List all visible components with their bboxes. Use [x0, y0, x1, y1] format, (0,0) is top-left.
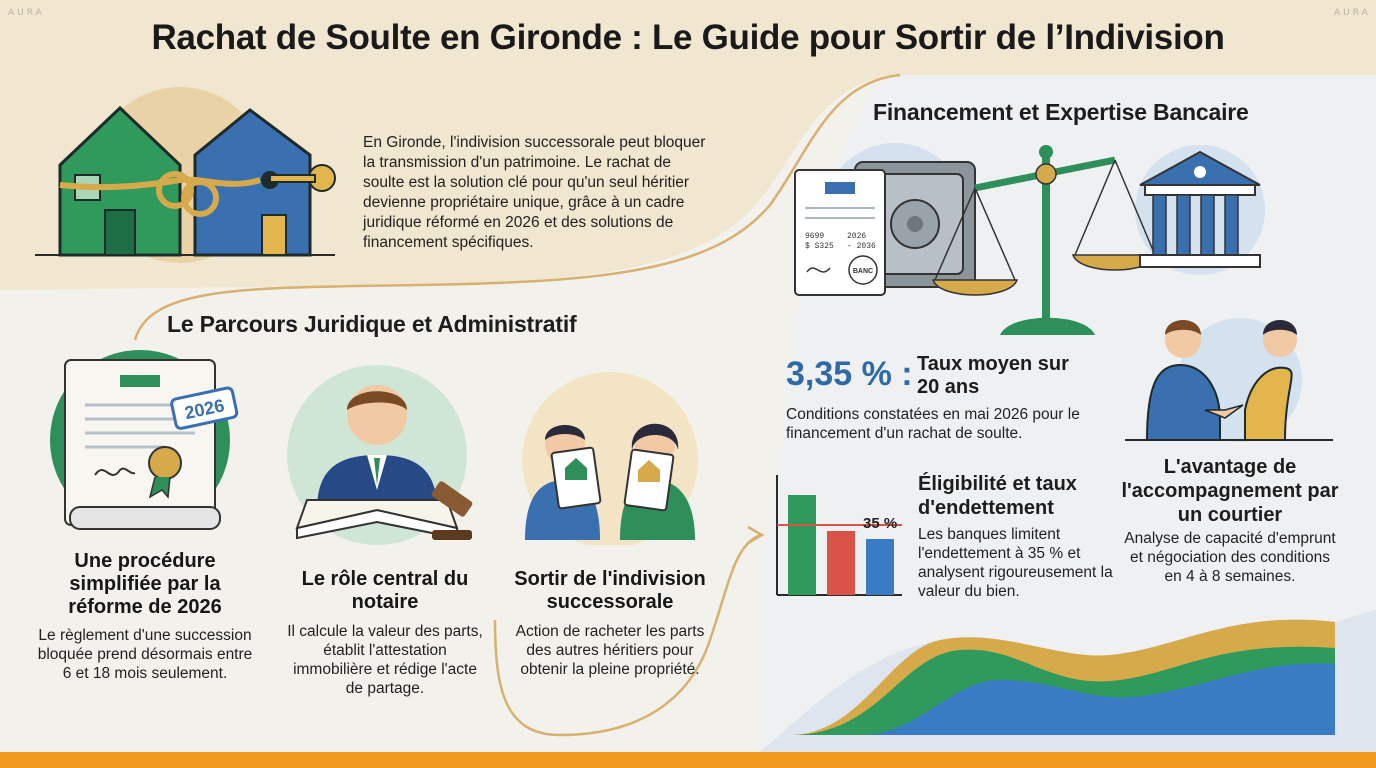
chart-bar-2 [827, 531, 855, 595]
doc-number-4: - 2036 [847, 242, 876, 251]
rate-label: Taux moyen sur 20 ans [917, 353, 1069, 398]
broker-advantage-text: Analyse de capacité d'emprunt et négociation des conditions en 4 à 8 semaines. [1124, 530, 1336, 585]
chart-bar-3 [866, 539, 894, 595]
intro-text: En Gironde, l'indivision successorale peut bloquer la transmission d'un patrimoine. Le rachat de soulte est la solution clé pour qu'un seul héritier devienne propriétaire unique, grâce à un cadre juridique réformé en 2026 et des solutions de financement spécifiques. [363, 134, 706, 251]
handshake-illustration [1125, 310, 1335, 445]
card-indivision-title: Sortir de l'indivision successorale [514, 568, 706, 613]
legal-heading: Le Parcours Juridique et Administratif [167, 311, 577, 337]
houses-key-illustration [30, 80, 360, 265]
eligibility-title: Éligibilité et taux d'endettement [918, 473, 1077, 519]
chart-bar-1 [788, 495, 816, 595]
finance-heading: Financement et Expertise Bancaire [873, 99, 1249, 125]
doc-number-1: 9699 [805, 232, 825, 241]
card-notary-title: Le rôle central du notaire [301, 568, 469, 613]
card-reform-text: Le règlement d'une succession bloquée prend désormais entre 6 et 18 mois seulement. [37, 627, 253, 682]
bank-stamp: BANC [852, 268, 874, 275]
brand-mark-top-left: AURA [8, 8, 45, 18]
debt-ratio-chart [770, 470, 905, 600]
doc-number-2: $ S325 [805, 242, 834, 251]
card-indivision-text: Action de racheter les parts des autres héritiers pour obtenir la pleine propriété. [515, 623, 705, 678]
notary-illustration [282, 360, 492, 555]
card-notary-text: Il calcule la valeur des parts, établit l'attestation immobilière et rédige l'acte de partage. [287, 623, 483, 697]
scroll-year-badge: 2026 [182, 395, 227, 424]
card-reform-title: Une procédure simplifiée par la réforme de 2026 [68, 550, 222, 618]
eligibility-text: Les banques limitent l'endettement à 35 % et analysent rigoureusement la valeur du bien. [918, 526, 1113, 600]
brand-mark-top-right: AURA [1334, 8, 1371, 18]
rate-value: 3,35 % : [786, 355, 913, 393]
doc-number-3: 2026 [847, 232, 867, 241]
broker-advantage-title: L'avantage de l'accompagnement par un courtier [1121, 456, 1339, 526]
scroll-illustration [40, 345, 250, 535]
chart-threshold-label: 35 % [863, 515, 898, 532]
heirs-illustration [510, 370, 710, 545]
footer-bar [0, 752, 1376, 768]
page-title: Rachat de Soulte en Gironde : Le Guide pour Sortir de l’Indivision [151, 18, 1225, 57]
rate-text: Conditions constatées en mai 2026 pour le financement d'un rachat de soulte. [786, 406, 1080, 442]
